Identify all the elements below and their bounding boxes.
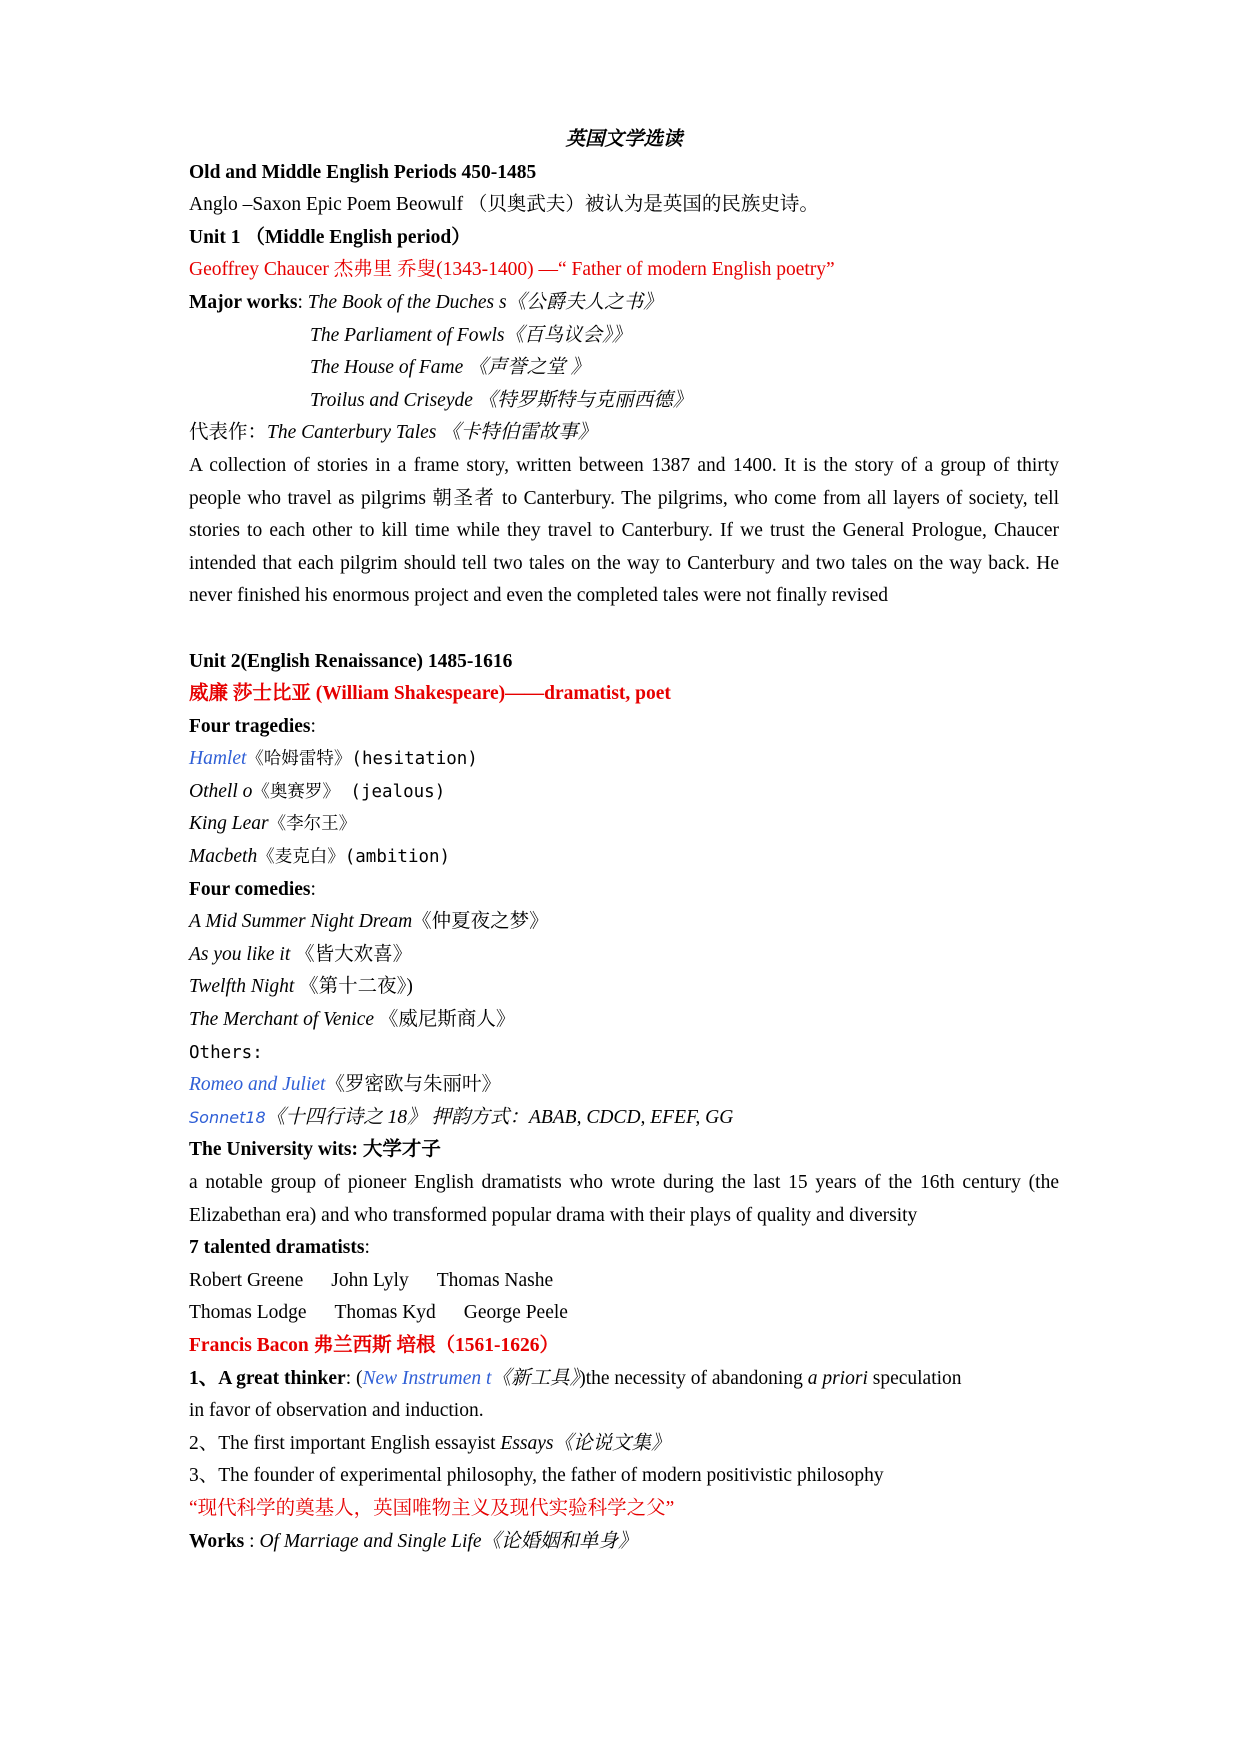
new-instrument-zh: 《新工具》 [491,1367,580,1389]
work-item [189,320,1059,353]
comedy-item [189,1004,1059,1037]
tragedy-title: Othell o [189,780,253,802]
tragedy-item [189,808,1059,841]
tragedies-label: Four tragedies [189,715,311,737]
tragedy-item [189,776,1059,809]
major-works-line [189,287,1059,320]
university-wits-zh: 大学才子 [362,1139,441,1161]
comedy-title: A Mid Summer Night Dream [189,911,413,933]
comedy-item [189,906,1059,939]
comedy-title-zh: 《仲夏夜之梦》 [412,911,549,933]
university-wits-paragraph: a notable group of pioneer English dramatists who wrote during the last 15 years of the 16th century (the Elizabethan era) and who transformed popular drama with their plays of quality and diversity [189,1172,1059,1226]
shakespeare-heading: 威廉 莎士比亚 (William Shakespeare)——dramatist, poet [189,683,671,705]
comedy-title-zh: 《威尼斯商人》 [374,1009,516,1031]
point-1-text-a: : ( [345,1367,363,1389]
essays-title: Essays《论说文集》 [500,1432,671,1454]
sonnet-rhyme: 《十四行诗之 18》 押韵方式：ABAB, CDCD, EFEF, GG [265,1106,734,1128]
chaucer-line: Geoffrey Chaucer 杰弗里 乔叟(1343-1400) —“ Father of modern English poetry” [189,259,835,281]
bacon-point-1-cont: in favor of observation and induction. [189,1400,484,1422]
sonnet-title: Sonnet18 [189,1107,266,1127]
romeo-line [189,1069,1059,1102]
representative-title-zh: 《卡特伯雷故事》 [436,422,598,444]
tragedy-item [189,743,1059,776]
works-label: Works [189,1530,245,1552]
dramatist-name: Thomas Lodge [189,1302,307,1324]
canterbury-paragraph: A collection of stories in a frame story, written between 1387 and 1400. It is the story of a group of thirty people who travel as pilgrims 朝圣者 to Canterbury. The pilgrims, who come from all layers of society, tell stories to each other to kill time while they travel to Canterbury. If we trust the General Prologue, Chaucer intended that each pilgrim should tell two tales on the way to Canterbury and two tales on the way back. He never finished his enormous project and even the completed tales were not finally revised [189,454,1059,607]
bacon-point-1 [189,1363,1059,1396]
bacon-point-2 [189,1428,1059,1461]
new-instrument-title: New Instrumen t [362,1367,492,1389]
dramatist-name: George Peele [463,1302,568,1324]
romeo-title: Romeo and Juliet [189,1074,326,1096]
sonnet-line [189,1102,1059,1135]
unit2-heading: Unit 2(English Renaissance) 1485-1616 [189,650,513,672]
comedy-item [189,939,1059,972]
unit1-heading: Unit 1 （Middle English period） [189,226,471,248]
work-title: The Book of the Duches s [307,291,507,313]
tragedy-title: King Lear [189,813,269,835]
representative-title: The Canterbury Tales [267,422,437,444]
work-item [189,385,1059,418]
tragedy-item [189,841,1059,874]
works-colon: : [244,1530,260,1552]
comedies-label: Four comedies [189,878,311,900]
work-title: Troilus and Criseyde [310,389,473,411]
tragedy-title: Hamlet [189,748,247,770]
tragedy-note: 《李尔王》 [268,814,357,835]
point-1-text-f: speculation [867,1367,962,1389]
romeo-title-zh: 《罗密欧与朱丽叶》 [325,1074,501,1096]
point-1-text-d: )the necessity of abandoning [579,1367,808,1389]
tragedy-note: 《奥赛罗》 (jealous) [252,781,446,802]
dramatist-name: John Lyly [331,1269,409,1291]
works-value: Of Marriage and Single Life《论婚姻和单身》 [259,1530,638,1552]
comedy-item [189,971,1059,1004]
dramatists-row [189,1265,1059,1298]
comedy-title: Twelfth Night [189,976,295,998]
dramatists-heading [189,1232,1059,1265]
document-page [189,124,1059,1558]
university-wits-heading [189,1134,1059,1167]
bacon-heading: Francis Bacon 弗兰西斯 培根（1561-1626） [189,1334,559,1356]
major-works-colon: : [297,291,308,313]
bacon-quote-zh: “现代科学的奠基人，英国唯物主义及现代实验科学之父” [189,1497,675,1519]
work-title: The Parliament of Fowls [310,324,505,346]
tragedies-colon: : [310,715,316,737]
dramatist-name: Robert Greene [189,1269,304,1291]
point-1-label: 1、A great thinker [189,1367,346,1389]
work-title-zh: 《声誉之堂 》 [463,357,591,379]
comedies-colon: : [310,878,316,900]
work-title: The House of Fame [310,357,464,379]
bacon-works-line [189,1526,1059,1559]
comedy-title-zh: 《第十二夜》) [294,976,413,998]
others-label: Others: [189,1042,263,1063]
period-heading: Old and Middle English Periods 450-1485 [189,161,537,183]
work-item [189,352,1059,385]
work-title-zh: 《特罗斯特与克丽西德》 [472,389,693,411]
comedy-title: As you like it [189,943,291,965]
major-works-label: Major works [189,291,298,313]
beowulf-line: Anglo –Saxon Epic Poem Beowulf （贝奥武夫）被认为是英国的民族史诗。 [189,194,819,216]
representative-label: 代表作： [189,422,268,444]
tragedy-note: 《麦克白》(ambition) [257,847,451,868]
representative-work-line [189,417,1059,450]
section-spacer [189,613,1059,646]
work-title-zh: 《百鸟议会》》 [504,324,632,346]
dramatist-name: Thomas Kyd [334,1302,436,1324]
university-wits-label: The University wits: [189,1139,363,1161]
bacon-point-3: 3、The founder of experimental philosophy, the father of modern positivistic philosophy [189,1465,884,1487]
document-title: 英国文学选读 [565,129,683,150]
comedy-title-zh: 《皆大欢喜》 [290,943,413,965]
a-priori: a priori [807,1367,868,1389]
dramatists-row [189,1297,1059,1330]
dramatists-colon: : [364,1237,370,1259]
work-title-zh: 《公爵夫人之书》 [506,291,663,313]
comedies-heading [189,874,1059,907]
dramatists-label: 7 talented dramatists [189,1237,365,1259]
tragedies-heading [189,711,1059,744]
tragedy-note: 《哈姆雷特》(hesitation) [246,749,478,770]
point-2-text: 2、The first important English essayist [189,1432,501,1454]
dramatist-name: Thomas Nashe [436,1269,554,1291]
tragedy-title: Macbeth [189,846,258,868]
comedy-title: The Merchant of Venice [189,1009,375,1031]
